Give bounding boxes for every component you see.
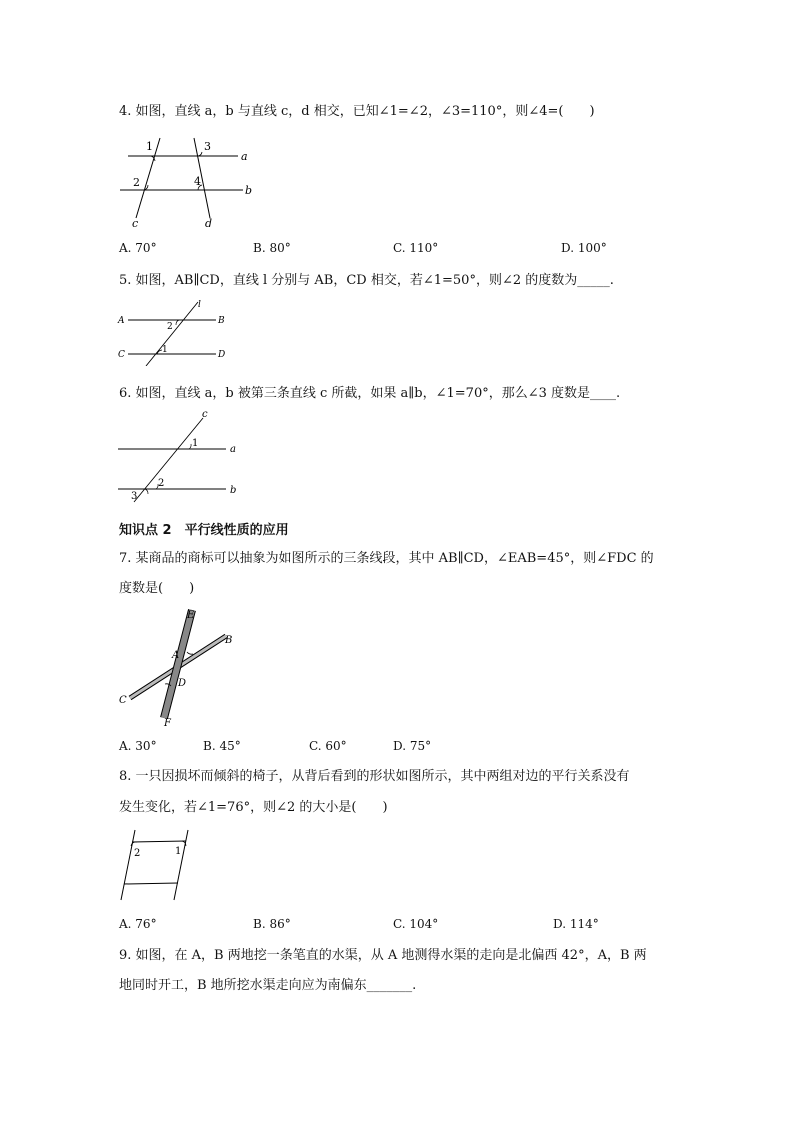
- label-a: a: [241, 150, 248, 163]
- q9-text-line2: 地同时开工，B 地所挖水渠走向应为南偏东_______.: [119, 978, 417, 993]
- q7-option-a: A. 30°: [119, 739, 157, 753]
- segment-ef: [164, 610, 192, 718]
- label-1: 1: [192, 438, 199, 449]
- label-D: D: [218, 350, 226, 360]
- label-2: 2: [158, 478, 165, 489]
- label-b: b: [230, 485, 237, 496]
- label-1: 1: [162, 345, 168, 355]
- label-2: 2: [167, 322, 173, 332]
- q8-option-a: A. 76°: [119, 917, 157, 931]
- q4-figure: [118, 130, 258, 230]
- chair-top-bar: [132, 841, 186, 842]
- q5-figure: [116, 298, 236, 366]
- q7-option-c: C. 60°: [309, 739, 347, 753]
- label-c: c: [132, 217, 139, 230]
- label-F: F: [164, 718, 171, 729]
- q7-figure: [116, 606, 246, 730]
- label-a: a: [230, 444, 236, 455]
- q7-text-line1: 7. 某商品的商标可以抽象为如图所示的三条线段，其中 AB∥CD，∠EAB=45°，则∠FDC 的: [119, 551, 654, 566]
- q7-option-b: B. 45°: [203, 739, 241, 753]
- label-A: A: [172, 650, 180, 661]
- label-C: C: [119, 695, 127, 706]
- chair-bottom-bar: [124, 883, 178, 884]
- q8-figure: [116, 826, 202, 904]
- label-1: 1: [146, 140, 153, 153]
- q4-option-d: D. 100°: [561, 241, 607, 255]
- angle-3-arc: [145, 489, 148, 494]
- angle-3-arc: [198, 152, 202, 156]
- label-1: 1: [175, 846, 182, 857]
- q7-text-line2: 度数是( ): [119, 581, 195, 596]
- chair-right-leg: [174, 830, 188, 900]
- label-b: b: [245, 184, 253, 197]
- label-E: E: [187, 610, 195, 621]
- q8-text-line1: 8. 一只因损坏而倾斜的椅子，从背后看到的形状如图所示，其中两组对边的平行关系没有: [119, 769, 630, 784]
- line-l: [146, 302, 198, 366]
- q8-option-d: D. 114°: [553, 917, 599, 931]
- q6-figure: [118, 408, 248, 504]
- q6-text: 6. 如图，直线 a，b 被第三条直线 c 所截，如果 a∥b，∠1=70°，那么∠3 度数是____.: [119, 386, 621, 401]
- label-2: 2: [134, 848, 141, 859]
- q4-text: 4. 如图，直线 a，b 与直线 c，d 相交，已知∠1=∠2，∠3=110°，则∠4=( ): [119, 104, 595, 119]
- label-3: 3: [131, 491, 138, 502]
- label-A: A: [118, 316, 125, 326]
- label-B: B: [225, 635, 233, 646]
- label-B: B: [218, 316, 225, 326]
- label-3: 3: [204, 140, 211, 153]
- q8-option-c: C. 104°: [393, 917, 439, 931]
- label-D: D: [178, 678, 187, 689]
- label-c: c: [202, 409, 208, 420]
- angle-2-arc: [176, 320, 179, 325]
- q7-option-d: D. 75°: [393, 739, 432, 753]
- q4-option-c: C. 110°: [393, 241, 439, 255]
- q4-option-a: A. 70°: [119, 241, 157, 255]
- q9-text-line1: 9. 如图，在 A，B 两地挖一条笔直的水渠，从 A 地测得水渠的走向是北偏西 42°，A，B 两: [119, 948, 647, 963]
- q4-option-b: B. 80°: [253, 241, 291, 255]
- label-2: 2: [133, 176, 140, 189]
- q5-text: 5. 如图，AB∥CD，直线 l 分别与 AB，CD 相交，若∠1=50°，则∠2 的度数为_____.: [119, 273, 614, 288]
- q8-option-b: B. 86°: [253, 917, 291, 931]
- label-d: d: [205, 217, 213, 230]
- label-C: C: [118, 350, 125, 360]
- angle-1-arc: [189, 444, 191, 449]
- label-l: l: [198, 300, 201, 310]
- label-4: 4: [194, 175, 201, 188]
- chair-left-leg: [121, 830, 135, 900]
- angle-eab-arc: [187, 652, 193, 654]
- section-heading: 知识点 2 平行线性质的应用: [119, 523, 289, 538]
- q8-text-line2: 发生变化，若∠1=76°，则∠2 的大小是( ): [119, 800, 388, 815]
